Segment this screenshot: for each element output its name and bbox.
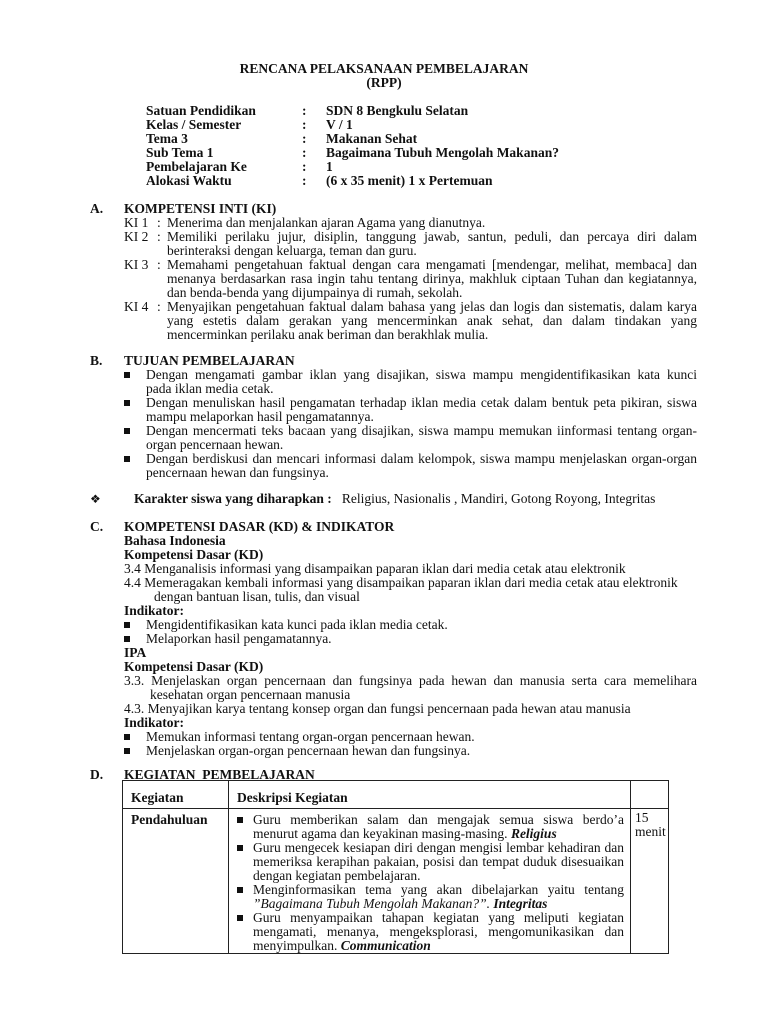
bullet-icon [124,730,140,745]
section-b-letter: B. [90,353,103,368]
document-title: RENCANA PELAKSANAAN PEMBELAJARAN [239,61,529,76]
deskripsi-item: Menginformasikan tema yang akan dibelajarkan yaitu tentang ”Bagaimana Tubuh Mengolah Makanan?”. Integritas [235,883,624,911]
identity-value: V / 1 [326,117,353,132]
ki-sep: : [157,215,161,230]
indikator-text: Melaporkan hasil pengamatannya. [146,631,332,646]
ki-text: dan benda-benda yang dijumpainya di rumah, sekolah. [167,285,463,300]
identity-sep: : [302,145,307,160]
indikator-text: Memukan informasi tentang organ-organ pencernaan hewan. [146,729,475,744]
identity-sep: : [302,131,307,146]
kd-text: kesehatan organ pencernaan manusia [150,687,351,702]
ki-code: KI 3 [124,257,149,272]
ki-sep: : [157,257,161,272]
kd-heading: Kompetensi Dasar (KD) [124,547,264,562]
ki-text: Menyajikan pengetahuan faktual dalam bahasa yang jelas dan logis dan sistematis, dalam karya [167,299,697,314]
indikator-heading: Indikator: [124,603,185,618]
karakter-values: Religius, Nasionalis , Mandiri, Gotong Royong, Integritas [341,491,656,506]
identity-label: Kelas / Semester [146,117,242,132]
section-b-heading: TUJUAN PEMBELAJARAN [124,353,295,368]
kd-text: 3.3. Menjelaskan organ pencernaan dan fungsinya pada hewan dan manusia serta cara memelihara [124,673,697,688]
tujuan-text: Dengan berdiskusi dan mencari informasi dalam kelompok, siswa mampu menjelaskan organ-organ [146,451,697,466]
diamond-bullet-icon: ❖ [90,492,101,506]
subject-bahasa: Bahasa Indonesia [124,533,226,548]
ki-text: Menerima dan menjalankan ajaran Agama yang dianutnya. [167,215,486,230]
ki-code: KI 4 [124,299,149,314]
identity-value: Makanan Sehat [326,131,418,146]
ki-code: KI 1 [124,215,149,230]
bullet-icon [124,368,140,383]
section-c-letter: C. [90,519,104,534]
identity-sep: : [302,173,307,188]
document-subtitle: (RPP) [366,75,402,90]
tujuan-text: pencernaan hewan dan fungsinya. [146,465,329,480]
section-d-letter: D. [90,767,104,782]
bullet-icon [124,618,140,633]
ki-text: Memahami pengetahuan faktual dengan cara mengamati [mendengar, melihat, membaca] dan [167,257,697,272]
kd-text: 4.4 Memeragakan kembali informasi yang disampaikan paparan iklan dari media cetak atau elektronik [124,575,678,590]
table-header-cell: Kegiatan [123,781,229,809]
ki-text: berinteraksi dengan keluarga, teman dan guru. [167,243,417,258]
identity-value: (6 x 35 menit) 1 x Pertemuan [326,173,493,188]
tujuan-text: Dengan mencermati teks bacaan yang disajikan, siswa mampu memukan iinformasi tentang organ- [146,423,697,438]
table-header-cell: Deskripsi Kegiatan [229,781,631,809]
ki-code: KI 2 [124,229,149,244]
subject-ipa: IPA [124,645,147,660]
tujuan-text: organ pencernaan hewan. [146,437,284,452]
ki-text: menanya berdasarkan rasa ingin tahu tentang dirinya, makhluk ciptaan Tuhan dan kegiatannya, [167,271,697,286]
identity-value: 1 [326,159,333,174]
karakter-label: Karakter siswa yang diharapkan : [134,491,332,506]
indikator-heading: Indikator: [124,715,185,730]
bullet-icon [124,396,140,411]
deskripsi-item: Guru memberikan salam dan mengajak semua siswa berdo’a menurut agama dan keyakinan masing-masing. Religius [235,813,624,841]
bullet-icon [124,424,140,439]
identity-label: Satuan Pendidikan [146,103,256,118]
deskripsi-cell [229,809,631,954]
table-row [123,809,669,954]
indikator-text: Menjelaskan organ-organ pencernaan hewan dan fungsinya. [146,743,471,758]
bullet-icon [124,452,140,467]
section-a-heading: KOMPETENSI INTI (KI) [124,201,277,216]
ki-sep: : [157,229,161,244]
identity-label: Sub Tema 1 [146,145,214,160]
identity-sep: : [302,159,307,174]
tujuan-text: Dengan mengamati gambar iklan yang disajikan, siswa mampu mengidentifikasikan kata kunci [146,367,697,382]
deskripsi-item: Guru mengecek kesiapan diri dengan mengisi lembar kehadiran dan memeriksa kerapihan pakaian, posisi dan tempat duduk disesuaikan dengan kegiatan pembelajaran. [235,841,624,883]
identity-sep: : [302,103,307,118]
table-header-cell [631,781,669,809]
identity-value: Bagaimana Tubuh Mengolah Makanan? [326,145,559,160]
waktu-cell [631,809,669,954]
ki-sep: : [157,299,161,314]
ki-text: yang estetis dalam gerakan yang mencerminkan anak sehat, dan dalam tindakan yang [167,313,697,328]
kd-text: 3.4 Menganalisis informasi yang disampaikan paparan iklan dari media cetak atau elektronik [124,561,626,576]
identity-value: SDN 8 Bengkulu Selatan [326,103,469,118]
kd-text: dengan bantuan lisan, tulis, dan visual [154,589,360,604]
table-header-row [123,781,669,809]
ki-text: mencerminkan perilaku anak beriman dan berakhlak mulia. [167,327,489,342]
section-a-letter: A. [90,201,104,216]
ki-text: Memiliki perilaku jujur, disiplin, tanggung jawab, santun, peduli, dan percaya diri dalam [167,229,697,244]
indikator-text: Mengidentifikasikan kata kunci pada iklan media cetak. [146,617,448,632]
tujuan-text: pada iklan media cetak. [146,381,274,396]
bullet-icon [237,817,243,823]
identity-label: Pembelajaran Ke [146,159,247,174]
deskripsi-item: Guru menyampaikan tahapan kegiatan yang meliputi kegiatan mengamati, menanya, mengeksplorasi, mengomunikasikan dan menyimpulkan. Communication [235,911,624,953]
section-d-heading: KEGIATAN PEMBELAJARAN [124,767,315,782]
time-value: 15 [635,810,649,825]
identity-sep: : [302,117,307,132]
time-unit: menit [635,824,666,839]
tujuan-text: mampu melaporkan hasil pengamatannya. [146,409,374,424]
bullet-icon [237,915,243,921]
section-c-heading: KOMPETENSI DASAR (KD) & INDIKATOR [124,519,395,534]
bullet-icon [237,887,243,893]
kegiatan-table [122,780,669,954]
bullet-icon [124,744,140,759]
identity-label: Alokasi Waktu [146,173,232,188]
kegiatan-cell: Pendahuluan [123,809,229,954]
kd-heading: Kompetensi Dasar (KD) [124,659,264,674]
karakter-line [134,492,655,506]
tujuan-text: Dengan menuliskan hasil pengamatan terhadap iklan media cetak dalam bentuk peta pikiran, siswa [146,395,697,410]
kd-text: 4.3. Menyajikan karya tentang konsep organ dan fungsi pencernaan pada hewan atau manusia [124,701,631,716]
identity-label: Tema 3 [146,131,188,146]
bullet-icon [237,845,243,851]
